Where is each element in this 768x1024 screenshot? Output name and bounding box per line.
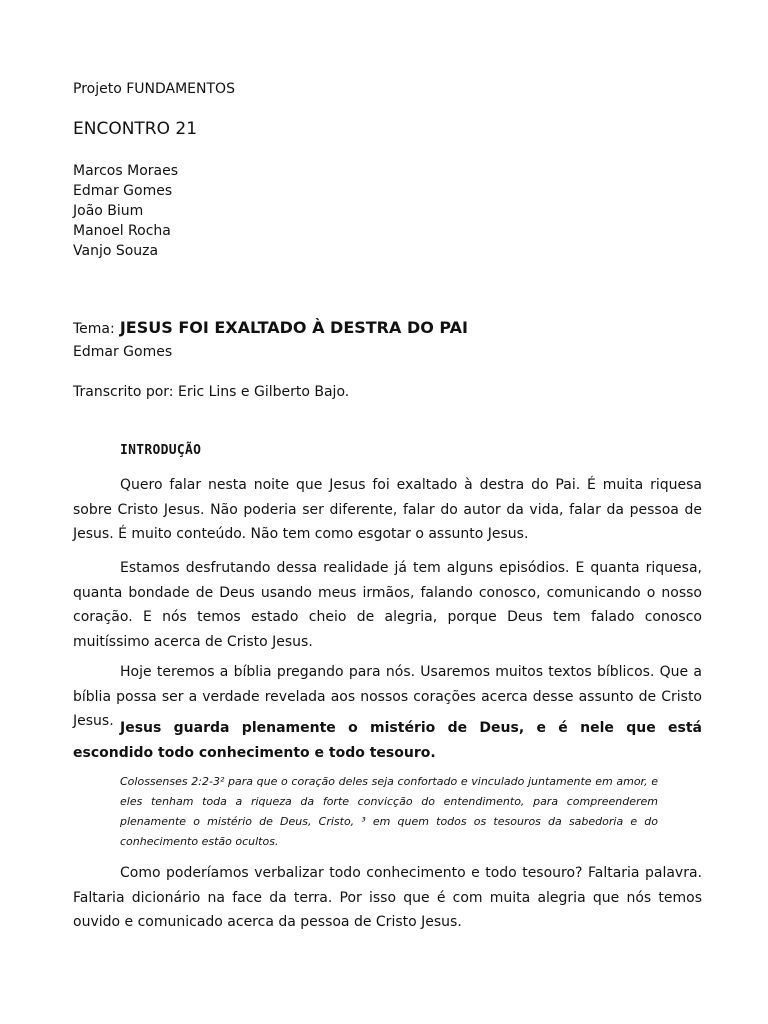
paragraph-text: Jesus guarda plenamente o mistério de Deus, e é nele que está escondido todo conhecimento e todo tesouro. (73, 720, 702, 761)
author-list (73, 161, 178, 261)
project-name: Projeto FUNDAMENTOS (73, 81, 235, 97)
paragraph-2 (73, 556, 702, 654)
author-name: Edmar Gomes (73, 183, 173, 199)
paragraph-text: Estamos desfrutando dessa realidade já tem alguns episódios. E quanta riquesa, quanta bondade de Deus usando meus irmãos, falando conosco, comunicando o nosso coração. E nós temos estado cheio de alegria, porque Deus tem falado conosco muitíssimo acerca de Cristo Jesus. (73, 560, 702, 650)
theme-title: JESUS FOI EXALTADO À DESTRA DO PAI (119, 318, 468, 337)
paragraph-text: Como poderíamos verbalizar todo conhecimento e todo tesouro? Faltaria palavra. Faltaria dicionário na face da terra. Por isso que é com muita alegria que nós temos ouvido e comunicado acerca da pessoa de Cristo Jesus. (73, 865, 702, 930)
theme-label: Tema: (73, 321, 115, 337)
author-name: Manoel Rocha (73, 223, 171, 239)
author-name: Vanjo Souza (73, 243, 159, 259)
author-name: Marcos Moraes (73, 163, 178, 179)
bible-quote: Colossenses 2:2-3² para que o coração deles seja confortado e vinculado juntamente em amor, e eles tenham toda a riqueza da forte convicção do entendimento, para compreenderem plenamente o mistério de Deus, Cristo, ³ em quem todos os tesouros da sabedoria e do conhecimento estão ocultos. (120, 775, 658, 848)
section-heading: INTRODUÇÃO (120, 443, 202, 458)
paragraph-text: Quero falar nesta noite que Jesus foi exaltado à destra do Pai. É muita riquesa sobre Cristo Jesus. Não poderia ser diferente, falar do autor da vida, falar da pessoa de Jesus. É muito conteúdo. Não tem como esgotar o assunto Jesus. (73, 477, 702, 542)
meeting-title: ENCONTRO 21 (73, 119, 198, 139)
theme-speaker: Edmar Gomes (73, 344, 173, 360)
author-name: João Bium (73, 203, 144, 219)
theme-line (73, 318, 468, 339)
paragraph-4-bold (73, 716, 702, 765)
paragraph-5 (73, 861, 702, 935)
transcription-credit: Transcrito por: Eric Lins e Gilberto Bajo. (73, 384, 350, 400)
paragraph-text: Hoje teremos a bíblia pregando para nós. Usaremos muitos textos bíblicos. Que a bíblia possa ser a verdade revelada aos nossos corações acerca desse assunto de Cristo Jesus. (73, 664, 702, 729)
paragraph-1 (73, 473, 702, 547)
